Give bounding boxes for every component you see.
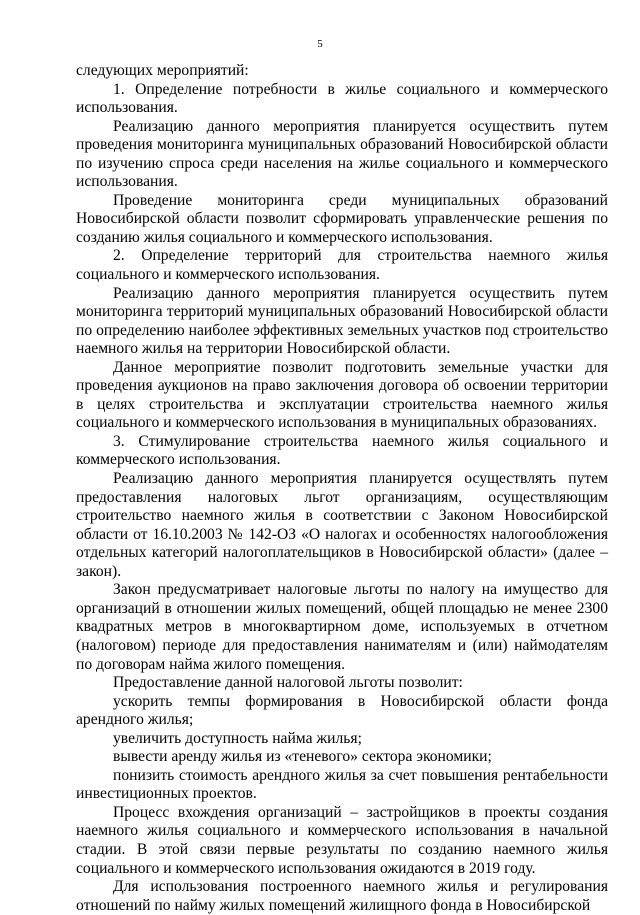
paragraph: Предоставление данной налоговой льготы позволит: — [113, 674, 463, 692]
paragraph: ускорить темпы формирования в Новосибирской области фонда арендного жилья; — [76, 692, 608, 729]
paragraph: Проведение мониторинга среди муниципальных образований Новосибирской области позволит сформировать управленческие решения по созданию жилья социального и коммерческого использования. — [76, 191, 608, 246]
paragraph: 3. Стимулирование строительства наемного жилья социального и коммерческого использования. — [76, 432, 608, 469]
paragraph: Реализацию данного мероприятия планируется осуществлять путем предоставления налоговых льгот организациям, осуществляющим строительство наемного жилья в соответствии с Законом Новосибирской области от 16.10.2003 № 142-ОЗ «О налогах и особенностях налогообложения отдельных категорий налогоплательщиков в Новосибирской области» (далее – закон). — [76, 470, 608, 580]
page-number: 5 — [317, 38, 323, 50]
paragraph: 1. Определение потребности в жилье социального и коммерческого использования. — [76, 80, 608, 117]
paragraph: Реализацию данного мероприятия планируется осуществить путем проведения мониторинга муниципальных образований Новосибирской области по изучению спроса среди населения на жилье социального и коммерческого использования. — [76, 117, 608, 191]
paragraph: увеличить доступность найма жилья; — [113, 729, 362, 747]
paragraph: Реализацию данного мероприятия планируется осуществить путем мониторинга территорий муниципальных образований Новосибирской области по определению наиболее эффективных земельных участков под строительство наемного жилья на территории Новосибирской области. — [76, 284, 608, 358]
paragraph: следующих мероприятий: — [76, 62, 249, 79]
paragraph: 2. Определение территорий для строительства наемного жилья социального и коммерческого использования. — [76, 247, 608, 284]
paragraph: вывести аренду жилья из «теневого» сектора экономики; — [113, 748, 492, 766]
paragraph: Данное мероприятие позволит подготовить земельные участки для проведения аукционов на право заключения договора об освоении территории в целях строительства и эксплуатации строительства наемного жилья социального и коммерческого использования в муниципальных образованиях. — [76, 358, 608, 432]
paragraph: понизить стоимость арендного жилья за счет повышения рентабельности инвестиционных проектов. — [76, 766, 608, 803]
paragraph: Процесс вхождения организаций – застройщиков в проекты создания наемного жилья социального и коммерческого использования в начальной стадии. В этой связи первые результаты по созданию наемного жилья социального и коммерческого использования ожидаются в 2019 году. — [76, 803, 608, 877]
paragraph: Для использования построенного наемного жилья и регулирования отношений по найму жилых помещений жилищного фонда в Новосибирской — [76, 878, 608, 914]
paragraph: Закон предусматривает налоговые льготы по налогу на имущество для организаций в отношении жилых помещений, общей площадью не менее 2300 квадратных метров в многоквартирном доме, используемых в отчетном (налоговом) периоде для предоставления нанимателям и (или) наймодателям по договорам найма жилого помещения. — [76, 581, 608, 673]
document-body — [76, 62, 608, 915]
